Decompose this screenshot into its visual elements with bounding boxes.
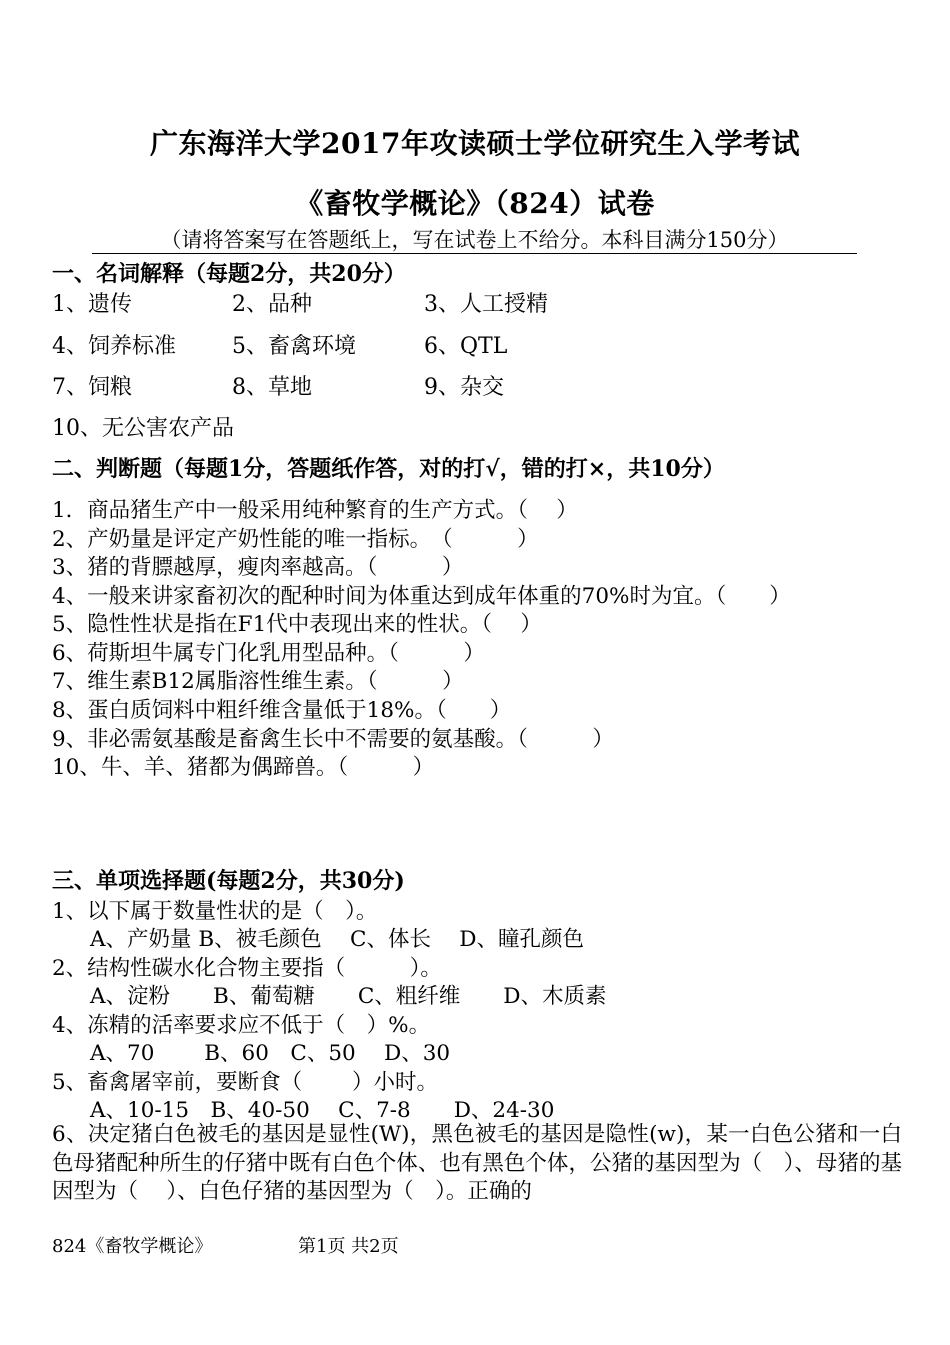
judgement-item: 10、牛、羊、猪都为偶蹄兽。（ ） xyxy=(52,755,435,780)
term-item: 3、人工授精 xyxy=(424,292,548,317)
judgement-item: 1．商品猪生产中一般采用纯种繁育的生产方式。（ ） xyxy=(52,498,578,523)
judgement-item: 9、非必需氨基酸是畜禽生长中不需要的氨基酸。（ ） xyxy=(52,727,614,752)
term-item: 1、遗传 xyxy=(52,292,132,317)
term-item: 10、无公害农产品 xyxy=(52,416,234,441)
section-heading-definitions: 一、名词解释（每题2分，共20分） xyxy=(52,261,406,287)
choice-question: 1、以下属于数量性状的是（ ）。 xyxy=(52,899,378,924)
footer-page-number: 第1页 共2页 xyxy=(298,1236,399,1257)
choice-options: A、70 B、60 C、50 D、30 xyxy=(90,1041,451,1066)
exam-subtitle: 《畜牧学概论》（824）试卷 xyxy=(295,187,655,220)
judgement-item: 2、产奶量是评定产奶性能的唯一指标。 （ ） xyxy=(52,527,539,552)
term-item: 2、品种 xyxy=(232,292,312,317)
term-item: 7、饲粮 xyxy=(52,375,132,400)
judgement-item: 3、猪的背膘越厚，瘦肉率越高。（ ） xyxy=(52,555,464,580)
section-heading-true-false: 二、判断题（每题1分，答题纸作答，对的打√，错的打×，共10分） xyxy=(52,456,725,482)
choice-question: 2、结构性碳水化合物主要指（ ）。 xyxy=(52,956,442,981)
footer-course: 824《畜牧学概论》 xyxy=(52,1236,213,1257)
term-item: 6、QTL xyxy=(424,334,508,359)
choice-question-paragraph: 6、决定猪白色被毛的基因是显性(W)，黑色被毛的基因是隐性(w)，某一白色公猪和一白色母猪配种所生的仔猪中既有白色个体、也有黑色个体，公猪的基因型为（ ）、母猪的基因型为（ ）、白色仔猪的基因型为（ ）。正确的 xyxy=(52,1122,902,1204)
choice-options: A、产奶量 B、被毛颜色 C、体长 D、瞳孔颜色 xyxy=(90,927,585,952)
term-item: 4、饲养标准 xyxy=(52,334,176,359)
judgement-item: 6、荷斯坦牛属专门化乳用型品种。（ ） xyxy=(52,641,485,666)
judgement-item: 8、蛋白质饲料中粗纤维含量低于18%。（ ） xyxy=(52,698,512,723)
judgement-item: 4、一般来讲家畜初次的配种时间为体重达到成年体重的70%时为宜。（ ） xyxy=(52,584,791,609)
choice-options: A、10-15 B、40-50 C、7-8 D、24-30 xyxy=(90,1098,555,1123)
choice-question: 4、冻精的活率要求应不低于（ ）%。 xyxy=(52,1013,431,1038)
choice-question: 5、畜禽屠宰前，要断食（ ）小时。 xyxy=(52,1070,439,1095)
term-item: 9、杂交 xyxy=(424,375,504,400)
section-heading-multiple-choice: 三、单项选择题(每题2分，共30分) xyxy=(52,868,405,894)
judgement-item: 5、隐性性状是指在F1代中表现出来的性状。（ ） xyxy=(52,612,542,637)
exam-notice: （请将答案写在答题纸上，写在试卷上不给分。本科目满分150分） xyxy=(92,227,857,254)
exam-title: 广东海洋大学2017年攻读硕士学位研究生入学考试 xyxy=(150,127,800,160)
choice-options: A、淀粉 B、葡萄糖 C、粗纤维 D、木质素 xyxy=(90,984,607,1009)
judgement-item: 7、维生素B12属脂溶性维生素。（ ） xyxy=(52,669,464,694)
term-item: 5、畜禽环境 xyxy=(232,334,356,359)
term-item: 8、草地 xyxy=(232,375,312,400)
